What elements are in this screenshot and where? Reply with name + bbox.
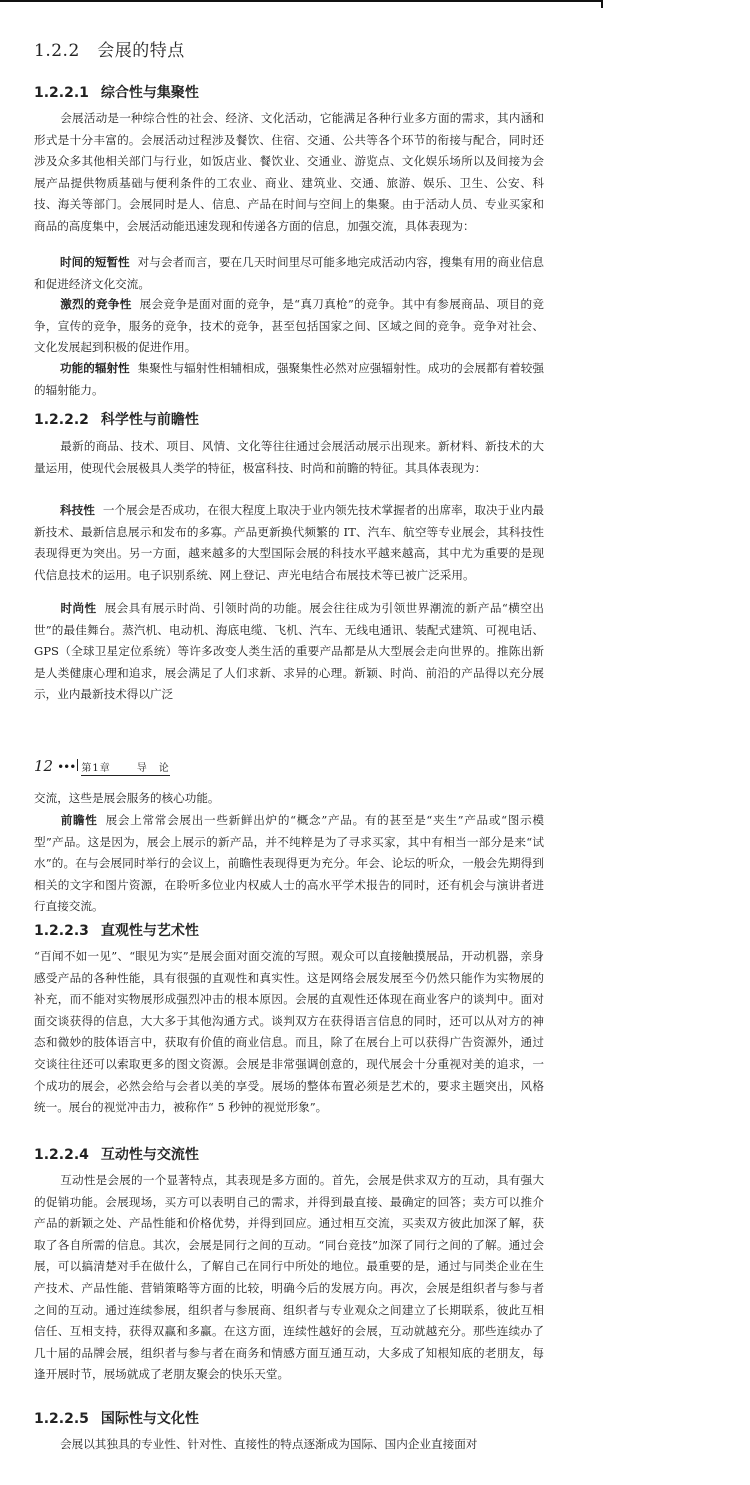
subsection-number: 1.2.2.3	[34, 923, 89, 939]
subsection-title: 综合性与集聚性	[100, 85, 199, 101]
paragraph: “百闻不如一见”、“眼见为实”是展会面对面交流的写照。观众可以直接触摸展品，开动机器，亲身感受产品的各种性能，具有很强的直观性和真实性。这是网络会展发展至今仍然只能作为实物展的补充，而不能对实物展形成强烈冲击的根本原因。会展的直观性还体现在商业客户的谈判中。面对面交谈获得的信息，大大多于其他沟通方式。谈判双方在获得语言信息的同时，还可以从对方的神态和微妙的肢体语言中，获取有价值的商业信息。而且，除了在展台上可以获得广告资源外，通过交谈往往还可以索取更多的图文资源。会展是非常强调创意的，现代展会十分重视对美的追求，一个成功的展会，必然会给与会者以美的享受。展场的整体布置必须是艺术的，要求主题突出，风格统一。展台的视觉冲击力，被称作“ 5 秒钟的视觉形象”。	[34, 949, 544, 1115]
chapter-label	[81, 759, 169, 776]
paragraph: 激烈的竞争性 展会竞争是面对面的竞争，是“真刀真枪”的竞争。其中有参展商品、项目的竞争，宣传的竞争，服务的竞争，技术的竞争，甚至包括国家之间、区域之间的竞争。竞争对社会、文化发展起到积极的促进作用。	[34, 297, 544, 355]
keyword: 时间的短暂性	[60, 255, 130, 269]
paragraph: 会展以其独具的专业性、针对性、直接性的特点逐渐成为国际、国内企业直接面对	[60, 1437, 478, 1451]
subsection-title: 互动性与交流性	[100, 1147, 199, 1163]
paragraph: 功能的辐射性 集聚性与辐射性相辅相成，强聚集性必然对应强辐射性。成功的会展都有着较强的辐射能力。	[34, 361, 544, 397]
subsection-number: 1.2.2.2	[34, 412, 89, 428]
paragraph: 会展活动是一种综合性的社会、经济、文化活动，它能满足各种行业多方面的需求，其内涵和形式是十分丰富的。会展活动过程涉及餐饮、住宿、交通、公共等各个环节的衔接与配合，同时还涉及众多其他相关部门与行业，如饭店业、餐饮业、交通业、游览点、文化娱乐场所以及间接为会展产品提供物质基础与便利条件的工农业、商业、建筑业、交通、旅游、娱乐、卫生、公安、科技、海关等部门。会展同时是人、信息、产品在时间与空间上的集聚。由于活动人员、专业买家和商品的高度集中，会展活动能迅速发现和传递各方面的信息，加强交流，具体表现为：	[34, 111, 544, 233]
paragraph: 前瞻性 展会上常常会展出一些新鲜出炉的“概念”产品。有的甚至是“夹生”产品或“图示模型”产品。这是因为，展会上展示的新产品，并不纯粹是为了寻求买家，其中有相当一部分是来“试水”的。在与会展同时举行的会议上，前瞻性表现得更为充分。年会、论坛的听众，一般会先期得到相关的文字和图片资源，在聆听多位业内权威人士的高水平学术报告的同时，还有机会与演讲者进行直接交流。	[34, 813, 544, 914]
subsection-number: 1.2.2.1	[34, 85, 89, 101]
keyword: 激烈的竞争性	[60, 297, 132, 311]
subsection-heading-2	[34, 409, 199, 429]
top-border-rule	[0, 0, 603, 2]
paragraph: 互动性是会展的一个显著特点，其表现是多方面的。首先，会展是供求双方的互动，具有强大的促销功能。会展现场，买方可以表明自己的需求，并得到最直接、最确定的回答；卖方可以推介产品的新颖之处、产品性能和价格优势，并得到回应。通过相互交流，买卖双方彼此加深了解，获取了各自所需的信息。其次，会展是同行之间的互动。“同台竞技”加深了同行之间的了解。通过会展，可以搞清楚对手在做什么，了解自己在同行中所处的地位。最重要的是，通过与同类企业在生产技术、产品性能、营销策略等方面的比较，明确今后的发展方向。再次，会展是组织者与参与者之间的互动。通过连续参展，组织者与参展商、组织者与专业观众之间建立了长期联系，彼此互相信任、互相支持，获得双赢和多赢。在这方面，连续性越好的会展，互动就越充分。那些连续办了几十届的品牌会展，组织者与参与者在商务和情感方面互通互动，大多成了知根知底的老朋友，每逢开展时节，展场就成了老朋友聚会的快乐天堂。	[34, 1173, 544, 1382]
footer-dots: •••	[57, 760, 76, 774]
subsection-heading-1	[34, 82, 199, 102]
subsection-title: 直观性与艺术性	[100, 923, 199, 939]
paragraph: 科技性 一个展会是否成功，在很大程度上取决于业内领先技术掌握者的出席率，取决于业内最新技术、最新信息展示和发布的多寡。产品更新换代频繁的 IT、汽车、航空等专业展会，其科技性表现得更为突出。另一方面，越来越多的大型国际会展的科技水平越来越高，其中尤为重要的是现代信息技术的运用。电子识别系统、网上登记、声光电结合布展技术等已被广泛采用。	[34, 503, 544, 582]
page-footer	[34, 757, 170, 776]
keyword: 科技性	[60, 503, 95, 517]
subsection-heading-4	[34, 1144, 199, 1164]
chapter-title: 导 论	[136, 763, 170, 774]
section-heading: 1.2.2 会展的特点	[34, 41, 185, 61]
top-border-corner	[601, 0, 603, 8]
subsection-heading-5	[34, 1408, 199, 1428]
paragraph: 交流，这些是展会服务的核心功能。	[34, 791, 220, 805]
footer-divider	[77, 759, 78, 771]
subsection-heading-3	[34, 920, 199, 940]
subsection-number: 1.2.2.4	[34, 1147, 89, 1163]
subsection-number: 1.2.2.5	[34, 1411, 89, 1427]
chapter-number: 第1章	[81, 763, 111, 774]
keyword: 时尚性	[60, 601, 97, 615]
paragraph: 时间的短暂性 对与会者而言，要在几天时间里尽可能多地完成活动内容，搜集有用的商业信息和促进经济文化交流。	[34, 255, 544, 291]
subsection-title: 国际性与文化性	[100, 1411, 199, 1427]
keyword: 前瞻性	[60, 813, 98, 827]
paragraph: 时尚性 展会具有展示时尚、引领时尚的功能。展会往往成为引领世界潮流的新产品“横空出世”的最佳舞台。蒸汽机、电动机、海底电缆、飞机、汽车、无线电通讯、装配式建筑、可视电话、GPS（全球卫星定位系统）等许多改变人类生活的重要产品都是从大型展会走向世界的。推陈出新是人类健康心理和追求，展会满足了人们求新、求异的心理。新颖、时尚、前沿的产品得以充分展示，业内最新技术得以广泛	[34, 601, 544, 702]
page-number: 12	[34, 757, 54, 775]
paragraph: 最新的商品、技术、项目、风情、文化等往往通过会展活动展示出现来。新材料、新技术的大量运用，使现代会展极具人类学的特征，极富科技、时尚和前瞻的特征。其具体表现为：	[34, 439, 544, 475]
keyword: 功能的辐射性	[60, 361, 130, 375]
subsection-title: 科学性与前瞻性	[100, 412, 199, 428]
